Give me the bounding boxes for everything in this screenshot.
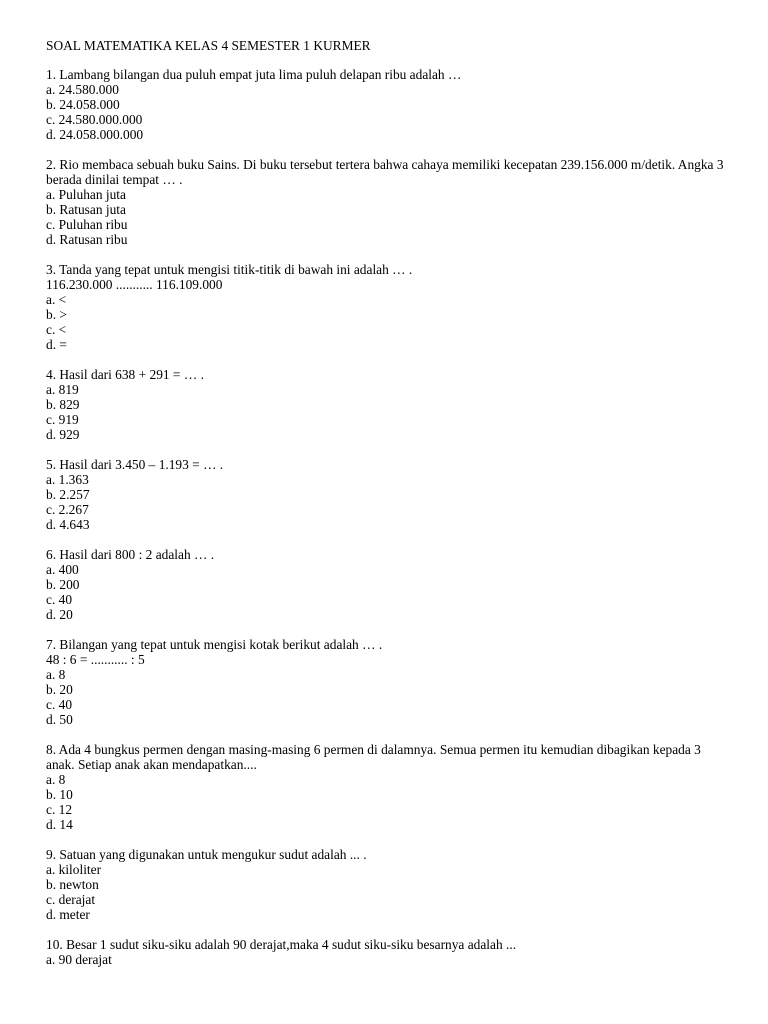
answer-options <box>46 82 728 142</box>
question-9 <box>46 847 728 922</box>
answer-option: d. 14 <box>46 817 73 832</box>
answer-options <box>46 472 728 532</box>
answer-option: c. 24.580.000.000 <box>46 112 143 127</box>
answer-option: c. < <box>46 322 67 337</box>
question-6 <box>46 547 728 622</box>
answer-option: b. 200 <box>46 577 80 592</box>
answer-option: a. kiloliter <box>46 862 102 877</box>
answer-option: c. 40 <box>46 697 73 712</box>
answer-option: d. 24.058.000.000 <box>46 127 144 142</box>
answer-option: c. derajat <box>46 892 96 907</box>
answer-option: b. 10 <box>46 787 73 802</box>
answer-option: d. meter <box>46 907 90 922</box>
answer-option: b. 20 <box>46 682 73 697</box>
question-text: 2. Rio membaca sebuah buku Sains. Di buku tersebut tertera bahwa cahaya memiliki kecepatan 239.156.000 m/detik. Angka 3 berada dinilai tempat … . <box>46 157 724 187</box>
answer-option: d. 50 <box>46 712 73 727</box>
answer-options <box>46 562 728 622</box>
question-5 <box>46 457 728 532</box>
answer-option: c. 2.267 <box>46 502 89 517</box>
question-8 <box>46 742 728 832</box>
answer-options <box>46 772 728 832</box>
answer-option: b. Ratusan juta <box>46 202 126 217</box>
answer-option: d. 929 <box>46 427 80 442</box>
answer-option: b. 829 <box>46 397 80 412</box>
answer-options <box>46 952 728 967</box>
question-3 <box>46 262 728 352</box>
answer-options <box>46 382 728 442</box>
question-text: 1. Lambang bilangan dua puluh empat juta lima puluh delapan ribu adalah … <box>46 67 462 82</box>
question-4 <box>46 367 728 442</box>
answer-option: a. 24.580.000 <box>46 82 119 97</box>
answer-option: b. 2.257 <box>46 487 90 502</box>
answer-options <box>46 862 728 922</box>
answer-option: b. > <box>46 307 67 322</box>
answer-option: c. 919 <box>46 412 79 427</box>
question-text: 4. Hasil dari 638 + 291 = … . <box>46 367 204 382</box>
answer-option: a. 1.363 <box>46 472 89 487</box>
answer-options <box>46 187 728 247</box>
answer-option: d. Ratusan ribu <box>46 232 128 247</box>
answer-option: c. 40 <box>46 592 73 607</box>
answer-option: a. 8 <box>46 772 66 787</box>
question-7 <box>46 637 728 727</box>
answer-option: a. Puluhan juta <box>46 187 126 202</box>
answer-option: b. newton <box>46 877 99 892</box>
answer-option: a. 8 <box>46 667 66 682</box>
question-expression: 116.230.000 ........... 116.109.000 <box>46 277 223 292</box>
question-10 <box>46 937 728 967</box>
question-expression: 48 : 6 = ........... : 5 <box>46 652 145 667</box>
answer-option: c. 12 <box>46 802 73 817</box>
answer-option: d. 4.643 <box>46 517 90 532</box>
question-list <box>46 67 728 967</box>
question-text: 8. Ada 4 bungkus permen dengan masing-masing 6 permen di dalamnya. Semua permen itu kemudian dibagikan kepada 3 anak. Setiap anak akan mendapatkan.... <box>46 742 701 772</box>
question-text: 10. Besar 1 sudut siku-siku adalah 90 derajat,maka 4 sudut siku-siku besarnya adalah ... <box>46 937 517 952</box>
document-title: SOAL MATEMATIKA KELAS 4 SEMESTER 1 KURMER <box>46 38 371 53</box>
answer-option: d. 20 <box>46 607 73 622</box>
answer-option: b. 24.058.000 <box>46 97 120 112</box>
answer-option: c. Puluhan ribu <box>46 217 128 232</box>
question-text: 7. Bilangan yang tepat untuk mengisi kotak berikut adalah … . <box>46 637 383 652</box>
question-text: 3. Tanda yang tepat untuk mengisi titik-titik di bawah ini adalah … . <box>46 262 413 277</box>
answer-option: a. 400 <box>46 562 79 577</box>
answer-option: a. 819 <box>46 382 79 397</box>
question-text: 6. Hasil dari 800 : 2 adalah … . <box>46 547 215 562</box>
answer-option: a. 90 derajat <box>46 952 112 967</box>
answer-option: d. = <box>46 337 67 352</box>
question-1 <box>46 67 728 142</box>
answer-options <box>46 667 728 727</box>
question-2 <box>46 157 728 247</box>
question-text: 5. Hasil dari 3.450 – 1.193 = … . <box>46 457 224 472</box>
answer-option: a. < <box>46 292 67 307</box>
question-text: 9. Satuan yang digunakan untuk mengukur sudut adalah ... . <box>46 847 367 862</box>
answer-options <box>46 292 728 352</box>
